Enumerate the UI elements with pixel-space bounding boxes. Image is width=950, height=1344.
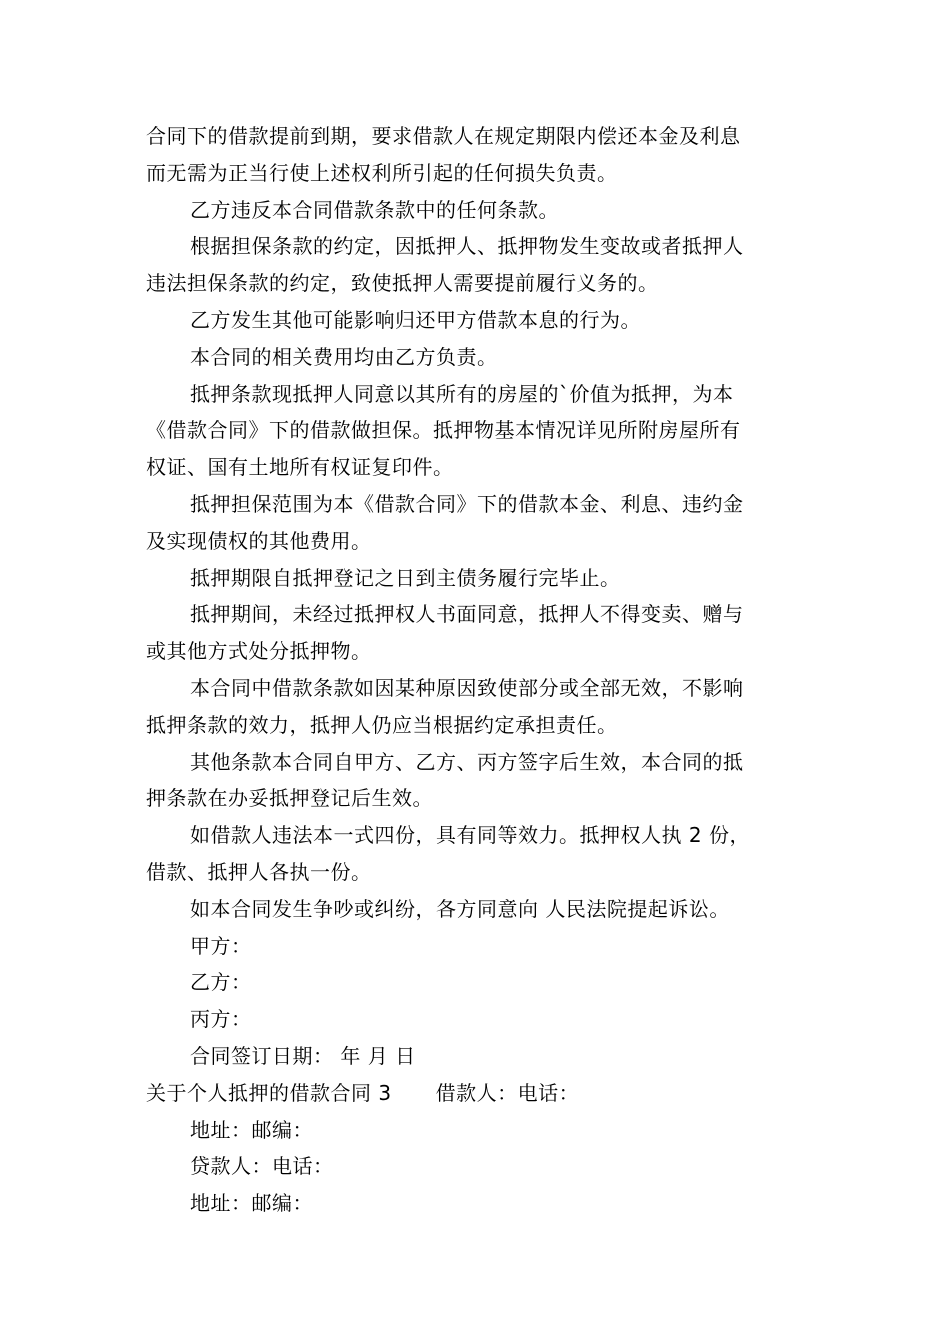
paragraph-line: 根据担保条款的约定，因抵押人、抵押物发生变故或者抵押人 (190, 234, 744, 259)
contract-heading-line (146, 1075, 810, 1112)
paragraph-line: 而无需为正当行使上述权利所引起的任何损失负责。 (146, 160, 618, 185)
paragraph-line: 乙方违反本合同借款条款中的任何条款。 (190, 197, 559, 222)
paragraph-line: 其他条款本合同自甲方、乙方、丙方签字后生效，本合同的抵 (190, 749, 744, 774)
borrower-phone-label: 借款人：电话： (435, 1080, 580, 1105)
address-postcode-line: 地址：邮编： (190, 1191, 313, 1216)
document-page (146, 118, 810, 1222)
paragraph-line: 或其他方式处分抵押物。 (146, 639, 372, 664)
party-a-signature-line: 甲方： (190, 933, 252, 958)
paragraph-line: 本合同的相关费用均由乙方负责。 (190, 344, 498, 369)
paragraph-line: 押条款在办妥抵押登记后生效。 (146, 786, 433, 811)
paragraph-line: 《借款合同》下的借款做担保。抵押物基本情况详见所附房屋所有 (146, 418, 741, 443)
paragraph-line: 本合同中借款条款如因某种原因致使部分或全部无效，不影响 (190, 675, 744, 700)
lender-phone-line: 贷款人：电话： (190, 1154, 334, 1179)
contract-title: 关于个人抵押的借款合同 3 (146, 1080, 392, 1105)
party-c-signature-line: 丙方： (190, 1007, 252, 1032)
paragraph-line: 如本合同发生争吵或纠纷，各方同意向 人民法院提起诉讼。 (190, 896, 730, 921)
paragraph-line: 及实现债权的其他费用。 (146, 528, 372, 553)
signing-date-line: 合同签订日期： 年 月 日 (190, 1043, 416, 1068)
paragraph-line: 合同下的借款提前到期，要求借款人在规定期限内偿还本金及利息 (146, 124, 741, 148)
paragraph-line: 抵押条款现抵押人同意以其所有的房屋的`价值为抵押，为本 (190, 381, 734, 406)
paragraph-line: 借款、抵押人各执一份。 (146, 859, 372, 884)
paragraph-line: 抵押期间，未经过抵押权人书面同意，抵押人不得变卖、赠与 (190, 602, 744, 627)
paragraph-line: 抵押条款的效力，抵押人仍应当根据约定承担责任。 (146, 712, 618, 737)
paragraph-line: 如借款人违法本一式四份，具有同等效力。抵押权人执 2 份， (190, 823, 750, 848)
paragraph-line: 权证、国有土地所有权证复印件。 (146, 455, 454, 480)
paragraph-line: 违法担保条款的约定，致使抵押人需要提前履行义务的。 (146, 271, 659, 296)
address-postcode-line: 地址：邮编： (190, 1117, 313, 1142)
paragraph-line: 抵押期限自抵押登记之日到主债务履行完毕止。 (190, 565, 621, 590)
paragraph-line: 乙方发生其他可能影响归还甲方借款本息的行为。 (190, 307, 641, 332)
paragraph-line: 抵押担保范围为本《借款合同》下的借款本金、利息、违约金 (190, 491, 744, 516)
party-b-signature-line: 乙方： (190, 970, 252, 995)
